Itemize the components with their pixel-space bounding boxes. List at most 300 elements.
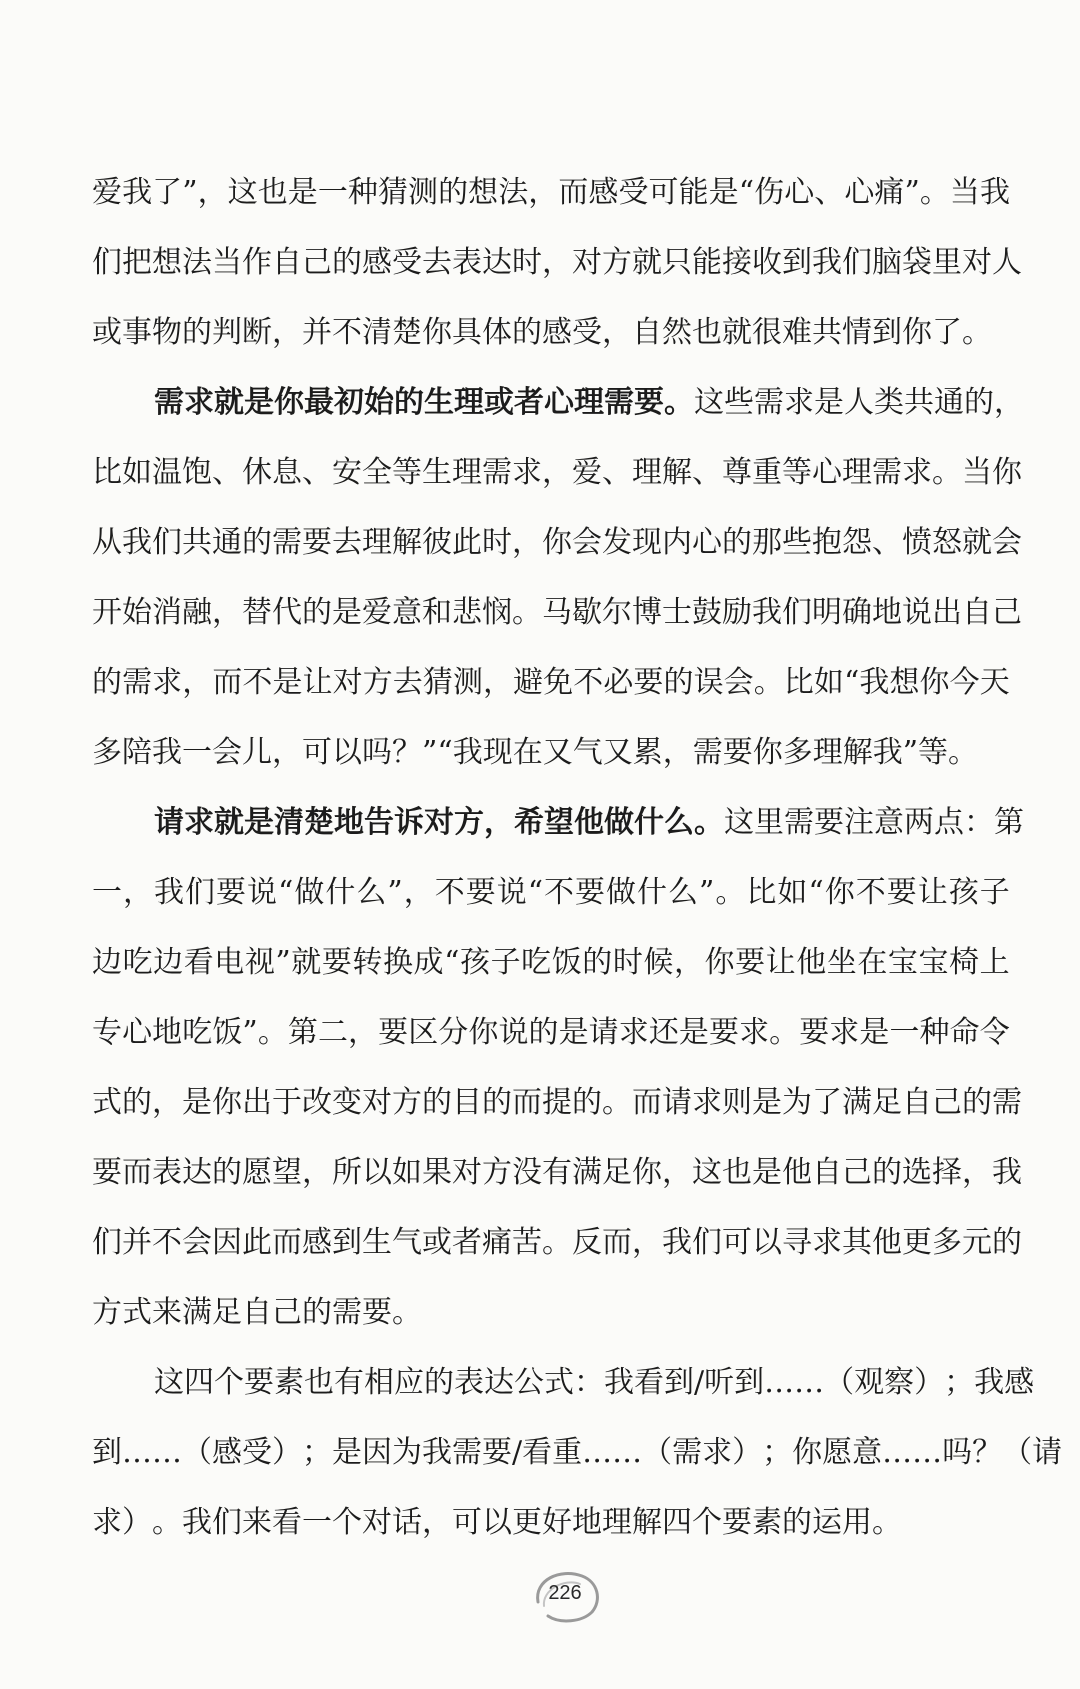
- text-char: 需: [122, 665, 153, 700]
- text-char: 解: [662, 455, 692, 490]
- text-line: [92, 1418, 1063, 1488]
- text-char: 区: [408, 1015, 439, 1050]
- text-char: 来: [152, 1295, 182, 1330]
- text-char: 受: [242, 1435, 272, 1470]
- text-char: 可: [452, 1505, 482, 1540]
- text-char: ？: [972, 1435, 1003, 1470]
- bold-text-char: 始: [364, 385, 394, 420]
- text-char: 不: [573, 665, 604, 700]
- text-char: ，: [483, 665, 514, 700]
- text-char: 意: [874, 805, 904, 840]
- text-line: [92, 368, 1024, 438]
- text-char: ，: [348, 1015, 379, 1050]
- text-char: 求: [152, 665, 183, 700]
- text-char: 而: [212, 665, 243, 700]
- text-line: [92, 438, 1022, 508]
- text-char: 然: [662, 315, 692, 350]
- text-char: 比: [92, 455, 122, 490]
- text-char: 些: [724, 385, 754, 420]
- text-char: 苦: [512, 1225, 542, 1260]
- text-char: 心: [844, 175, 875, 210]
- text-char: ”: [242, 1015, 258, 1050]
- text-char: …: [912, 1435, 943, 1470]
- text-line: [92, 1068, 1022, 1138]
- text-char: 。: [948, 735, 979, 770]
- text-char: …: [612, 1435, 643, 1470]
- text-char: 又: [542, 735, 573, 770]
- text-char: 你: [468, 1015, 499, 1050]
- text-char: 请: [1032, 1435, 1063, 1470]
- text-char: 选: [902, 1155, 932, 1190]
- text-char: ，: [662, 1155, 692, 1190]
- text-char: 一: [92, 875, 122, 910]
- text-char: 确: [842, 595, 872, 630]
- text-char: 达: [484, 1365, 514, 1400]
- bold-text-char: 是: [244, 385, 274, 420]
- text-char: 猜: [422, 665, 453, 700]
- text-char: 法: [182, 245, 212, 280]
- text-char: 对: [572, 245, 602, 280]
- text-char: 伤: [754, 175, 785, 210]
- text-char: 自: [812, 1155, 842, 1190]
- text-char: 解: [392, 525, 422, 560]
- text-char: 你: [902, 315, 932, 350]
- text-char: 或: [422, 1225, 452, 1260]
- text-char: 判: [212, 315, 242, 350]
- text-char: 。: [769, 1015, 800, 1050]
- text-char: 观: [854, 1365, 885, 1400]
- text-char: 会: [723, 665, 754, 700]
- text-char: 也: [257, 175, 288, 210]
- text-char: 求: [92, 1505, 122, 1540]
- text-char: 可: [302, 735, 332, 770]
- text-char: 如: [813, 665, 844, 700]
- text-char: 理: [362, 525, 392, 560]
- text-char: 。: [715, 875, 746, 910]
- text-char: 气: [572, 735, 603, 770]
- text-char: 对: [362, 1505, 392, 1540]
- text-char: ”: [182, 175, 198, 210]
- text-char: 方: [392, 1085, 422, 1120]
- text-char: 些: [782, 525, 812, 560]
- text-char: 我: [974, 1365, 1005, 1400]
- text-char: 足: [212, 1295, 242, 1330]
- text-char: 如: [777, 875, 808, 910]
- text-char: 求: [829, 1015, 860, 1050]
- text-char: 今: [949, 665, 980, 700]
- text-char: 。: [919, 175, 950, 210]
- text-char: 我: [662, 1225, 692, 1260]
- text-char: 只: [662, 245, 692, 280]
- text-char: ”: [904, 175, 920, 210]
- text-char: 候: [643, 945, 674, 980]
- text-char: 会: [992, 525, 1022, 560]
- text-char: 时: [612, 945, 643, 980]
- text-char: 提: [542, 1085, 572, 1120]
- text-char: （: [182, 1435, 212, 1470]
- text-char: 体: [482, 315, 512, 350]
- text-char: …: [122, 1435, 152, 1470]
- text-char: 测: [408, 175, 439, 210]
- text-char: 意: [852, 1435, 883, 1470]
- text-char: 感: [588, 175, 619, 210]
- text-char: 多: [932, 1225, 962, 1260]
- text-char: 命: [949, 1015, 980, 1050]
- text-char: 们: [692, 1225, 722, 1260]
- text-char: 物: [152, 315, 182, 350]
- text-char: 如: [122, 455, 152, 490]
- text-char: 鼓: [692, 595, 722, 630]
- text-char: 在: [857, 945, 888, 980]
- text-char: 因: [212, 1225, 242, 1260]
- text-char: 受: [618, 175, 649, 210]
- text-char: 生: [422, 455, 452, 490]
- text-char: 我: [992, 1155, 1022, 1190]
- text-char: ，: [152, 1085, 182, 1120]
- bold-text-char: 求: [184, 385, 214, 420]
- text-char: 地: [572, 1505, 602, 1540]
- text-char: 是: [182, 1085, 212, 1120]
- text-char: 目: [452, 1085, 482, 1120]
- text-char: 。: [152, 1505, 182, 1540]
- text-char: 视: [244, 945, 275, 980]
- text-char: 们: [185, 875, 215, 910]
- text-char: 听: [704, 1365, 735, 1400]
- text-char: 要: [799, 1015, 830, 1050]
- text-char: 能: [692, 245, 722, 280]
- text-char: 要: [216, 875, 246, 910]
- text-char: 又: [602, 735, 633, 770]
- bold-text-char: 楚: [304, 805, 334, 840]
- text-char: 点: [934, 805, 964, 840]
- text-char: 你: [824, 875, 855, 910]
- text-char: ）: [122, 1505, 152, 1540]
- text-char: 四: [662, 1505, 692, 1540]
- text-char: 们: [842, 245, 872, 280]
- text-char: 己: [992, 595, 1022, 630]
- bold-text-char: 希: [514, 805, 544, 840]
- text-char: 出: [932, 595, 962, 630]
- text-char: 以: [482, 1505, 512, 1540]
- text-char: 去: [332, 525, 362, 560]
- text-char: 两: [904, 805, 934, 840]
- text-char: 话: [392, 1505, 422, 1540]
- text-char: 也: [692, 315, 722, 350]
- text-char: 理: [812, 735, 843, 770]
- text-char: 比: [783, 665, 814, 700]
- text-char: ，: [602, 315, 632, 350]
- text-char: 求: [618, 1015, 649, 1050]
- text-char: 式: [92, 1085, 122, 1120]
- text-char: 电: [214, 945, 245, 980]
- text-char: 要: [722, 735, 753, 770]
- text-char: 抱: [812, 525, 842, 560]
- text-char: 猜: [377, 175, 408, 210]
- text-char: 求: [784, 385, 814, 420]
- text-line: [92, 508, 1022, 578]
- text-char: 的: [242, 525, 272, 560]
- text-char: 么: [668, 875, 699, 910]
- text-char: 说: [902, 595, 932, 630]
- text-char: ？: [392, 735, 422, 770]
- text-char: 到: [782, 245, 812, 280]
- text-char: 要: [886, 875, 917, 910]
- text-char: 是: [752, 1155, 782, 1190]
- text-line: [92, 928, 1010, 998]
- text-char: 专: [92, 1015, 122, 1050]
- text-char: ）: [272, 1435, 302, 1470]
- text-char: 种: [347, 175, 378, 210]
- text-char: 要: [244, 1365, 274, 1400]
- text-char: 表: [454, 1365, 484, 1400]
- bold-text-char: 对: [424, 805, 454, 840]
- text-char: 了: [152, 175, 183, 210]
- text-char: 马: [542, 595, 572, 630]
- text-char: 。: [872, 1505, 902, 1540]
- text-char: 寻: [782, 1225, 812, 1260]
- text-char: 等: [918, 735, 949, 770]
- text-char: 们: [92, 1225, 122, 1260]
- text-char: 就: [291, 945, 322, 980]
- text-char: …: [582, 1435, 613, 1470]
- text-char: 还: [648, 1015, 679, 1050]
- text-char: 。: [602, 1085, 632, 1120]
- text-char: 明: [812, 595, 842, 630]
- text-char: 是: [752, 1085, 782, 1120]
- text-char: 心: [122, 1015, 153, 1050]
- text-char: 会: [182, 1225, 212, 1260]
- text-char: 尊: [722, 455, 752, 490]
- text-char: 的: [572, 1085, 602, 1120]
- text-char: 愤: [902, 525, 932, 560]
- text-char: 要: [465, 875, 496, 910]
- text-char: 孩: [460, 945, 490, 980]
- text-char: 自: [272, 245, 302, 280]
- text-char: 人: [844, 385, 874, 420]
- text-char: 去: [422, 245, 452, 280]
- text-char: 这: [692, 1155, 722, 1190]
- text-char: 、: [302, 455, 332, 490]
- text-char: 是: [814, 385, 844, 420]
- text-char: 感: [302, 1225, 332, 1260]
- text-char: ”: [699, 875, 715, 910]
- text-char: 很: [752, 315, 782, 350]
- text-char: 你: [632, 1155, 662, 1190]
- text-char: 需: [332, 1295, 362, 1330]
- text-char: 一: [182, 735, 212, 770]
- text-char: 我: [422, 1435, 452, 1470]
- text-char: 断: [242, 315, 272, 350]
- text-char: 边: [92, 945, 122, 980]
- text-char: 们: [782, 595, 812, 630]
- text-char: 的: [992, 1225, 1022, 1260]
- text-char: 以: [332, 735, 362, 770]
- text-char: 种: [919, 1015, 950, 1050]
- text-line: [92, 228, 1022, 298]
- text-char: 有: [542, 1155, 572, 1190]
- text-char: 是: [558, 1015, 589, 1050]
- bold-text-char: 初: [334, 385, 364, 420]
- text-char: 想: [889, 665, 920, 700]
- text-char: 式: [122, 1295, 152, 1330]
- text-char: 求: [702, 1435, 733, 1470]
- text-char: 情: [842, 315, 872, 350]
- text-char: 或: [92, 315, 122, 350]
- text-char: ，: [512, 525, 542, 560]
- text-char: 要: [575, 875, 606, 910]
- text-char: 们: [152, 525, 182, 560]
- bold-text-char: 做: [604, 805, 634, 840]
- text-char: 表: [452, 245, 482, 280]
- text-char: 通: [934, 385, 964, 420]
- text-char: 代: [272, 595, 302, 630]
- text-char: 吃: [521, 945, 552, 980]
- text-char: 者: [452, 1225, 482, 1260]
- text-char: 请: [588, 1015, 619, 1050]
- text-char: 的: [122, 1085, 152, 1120]
- bold-text-char: 他: [574, 805, 604, 840]
- text-char: 对: [332, 665, 363, 700]
- text-char: 人: [992, 245, 1022, 280]
- text-char: 里: [932, 245, 962, 280]
- text-char: 痛: [874, 175, 905, 210]
- text-char: 休: [242, 455, 272, 490]
- text-char: 当: [962, 455, 992, 490]
- text-char: 我: [752, 595, 782, 630]
- text-char: 望: [272, 1155, 302, 1190]
- text-char: 等: [782, 455, 812, 490]
- text-char: 是: [708, 175, 739, 210]
- text-char: 陪: [122, 735, 152, 770]
- text-char: 到: [92, 1435, 122, 1470]
- text-char: ，: [673, 945, 704, 980]
- text-char: 此: [452, 525, 482, 560]
- bold-text-char: 么: [664, 805, 694, 840]
- text-char: 需: [872, 455, 902, 490]
- text-char: 来: [242, 1505, 272, 1540]
- text-char: 的: [92, 665, 122, 700]
- text-char: 愿: [822, 1435, 853, 1470]
- text-char: 更: [902, 1225, 932, 1260]
- text-char: 所: [332, 1155, 362, 1190]
- text-char: 对: [362, 1085, 392, 1120]
- text-char: 内: [662, 525, 692, 560]
- text-char: 求: [512, 455, 542, 490]
- text-char: 就: [722, 315, 752, 350]
- text-char: 让: [765, 945, 796, 980]
- bold-text-char: 。: [664, 385, 694, 420]
- text-char: 饱: [182, 455, 212, 490]
- text-char: 令: [979, 1015, 1010, 1050]
- bold-text-char: 你: [274, 385, 304, 420]
- text-char: 具: [452, 315, 482, 350]
- text-char: 更: [512, 1505, 542, 1540]
- text-char: ，: [272, 315, 302, 350]
- text-char: 的: [182, 315, 212, 350]
- text-char: 他: [872, 1225, 902, 1260]
- text-char: 己: [302, 245, 332, 280]
- text-char: 。: [542, 1225, 572, 1260]
- text-char: 孩: [948, 875, 979, 910]
- text-char: 素: [274, 1365, 304, 1400]
- text-char: 爱: [572, 455, 602, 490]
- text-char: 需: [452, 1435, 482, 1470]
- text-char: …: [882, 1435, 913, 1470]
- bold-text-char: 就: [214, 805, 244, 840]
- text-char: 而: [122, 1155, 152, 1190]
- text-char: 你: [752, 735, 783, 770]
- text-char: 要: [814, 805, 844, 840]
- text-char: （: [642, 1435, 673, 1470]
- text-char: 时: [482, 525, 512, 560]
- text-char: 的: [422, 1085, 452, 1120]
- text-char: 感: [1004, 1365, 1035, 1400]
- text-char: 温: [152, 455, 182, 490]
- text-char: 不: [332, 315, 362, 350]
- text-char: 要: [722, 1505, 752, 1540]
- bold-text-char: 清: [274, 805, 304, 840]
- text-char: 这: [227, 175, 258, 210]
- page-number: 226: [548, 1582, 582, 1604]
- text-char: 你: [704, 945, 735, 980]
- text-char: “: [278, 875, 294, 910]
- text-char: 是: [859, 1015, 890, 1050]
- text-char: 看: [272, 1505, 302, 1540]
- text-char: 励: [722, 595, 752, 630]
- text-char: 需: [672, 1435, 703, 1470]
- text-char: 我: [182, 1505, 212, 1540]
- text-char: 而: [512, 1085, 542, 1120]
- text-char: 痛: [482, 1225, 512, 1260]
- text-char: 满: [572, 1155, 602, 1190]
- text-char: 、: [692, 455, 722, 490]
- text-char: 分: [438, 1015, 469, 1050]
- text-char: 法: [498, 175, 529, 210]
- text-char: ；: [944, 1365, 975, 1400]
- text-char: 、: [602, 455, 632, 490]
- text-char: 多: [782, 735, 813, 770]
- text-char: 生: [362, 1225, 392, 1260]
- text-char: ”: [275, 945, 291, 980]
- text-char: ）: [732, 1435, 763, 1470]
- text-char: 反: [572, 1225, 602, 1260]
- bold-text-char: 生: [424, 385, 454, 420]
- text-char: 满: [842, 1085, 872, 1120]
- text-char: 事: [122, 315, 152, 350]
- text-char: 息: [272, 455, 302, 490]
- bold-text-char: 或: [484, 385, 514, 420]
- text-char: 的: [482, 1085, 512, 1120]
- text-char: 因: [362, 1435, 392, 1470]
- text-char: 椅: [949, 945, 979, 980]
- text-char: 做: [606, 875, 637, 910]
- text-char: 累: [632, 735, 663, 770]
- text-char: 吗: [362, 735, 392, 770]
- text-char: 方: [602, 245, 632, 280]
- text-char: 求: [812, 1225, 842, 1260]
- text-char: 比: [746, 875, 777, 910]
- text-line: [92, 648, 1010, 718]
- text-char: 理: [842, 455, 872, 490]
- text-char: 怨: [842, 525, 872, 560]
- text-char: 清: [362, 315, 392, 350]
- text-char: 要: [633, 665, 664, 700]
- text-char: 可: [722, 1225, 752, 1260]
- text-char: 我: [872, 735, 903, 770]
- text-char: 悯: [482, 595, 512, 630]
- text-char: 对: [962, 245, 992, 280]
- text-char: 不: [544, 875, 575, 910]
